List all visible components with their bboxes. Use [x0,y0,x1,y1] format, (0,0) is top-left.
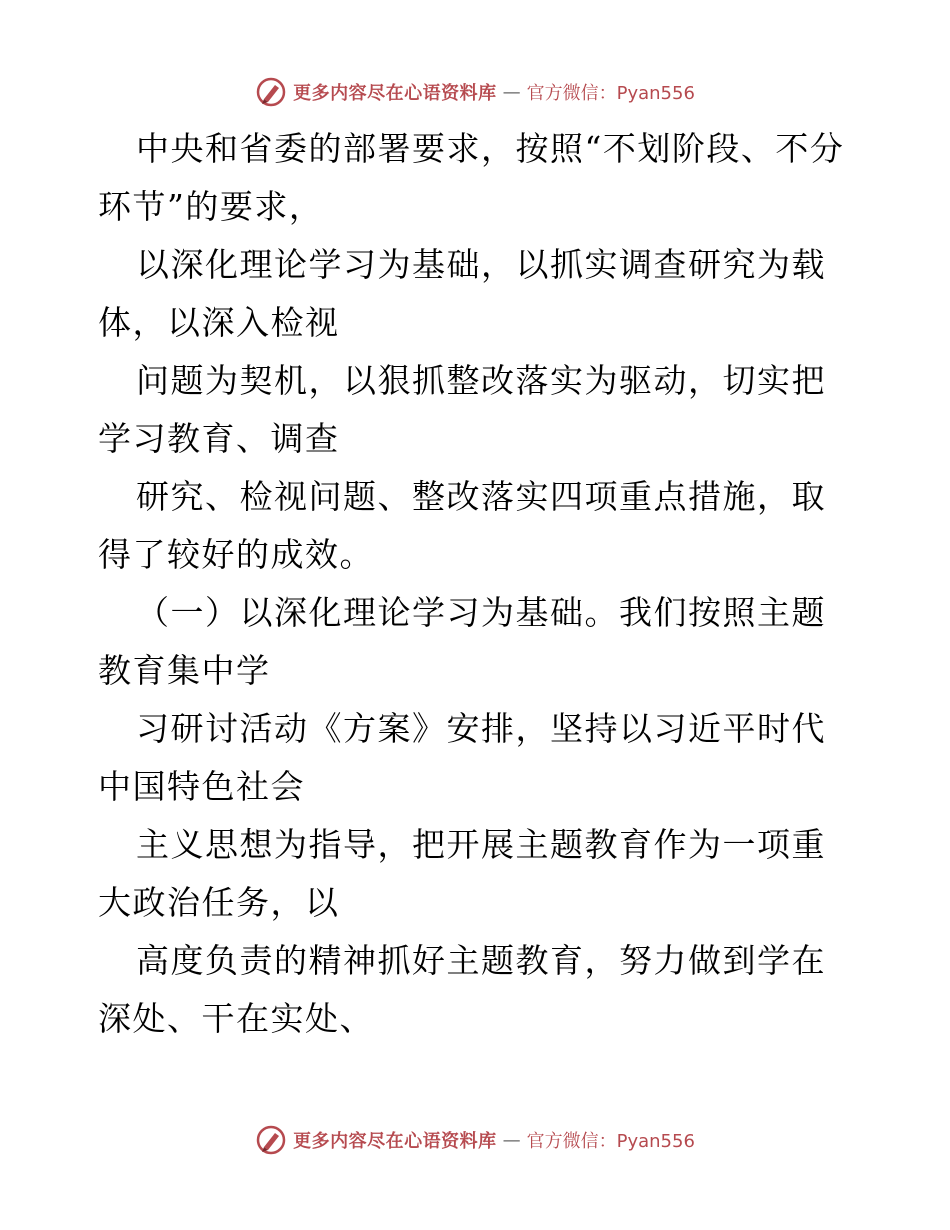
document-body [98,120,858,1048]
watermark-suffix: 官方微信：Pyan556 [526,1131,695,1152]
watermark-separator: — [502,1129,521,1151]
paragraph: 习研讨活动《方案》安排，坚持以习近平时代中国特色社会 [98,709,826,806]
paragraph: 中央和省委的部署要求，按照“不划阶段、不分环节”的要求， [98,129,845,226]
paragraph: 问题为契机，以狠抓整改落实为驱动，切实把学习教育、调查 [98,361,826,458]
paragraph: 研究、检视问题、整改落实四项重点措施，取得了较好的成效。 [98,477,826,574]
watermark-brand: 更多内容尽在心语资料库 [293,1131,497,1152]
paragraph: （一）以深化理论学习为基础。我们按照主题教育集中学 [98,593,826,690]
footer-watermark [0,1120,950,1160]
watermark-separator: — [502,81,521,103]
header-watermark [0,72,950,112]
pen-logo-icon [255,1124,287,1156]
paragraph: 主义思想为指导，把开展主题教育作为一项重大政治任务，以 [98,825,826,922]
pen-logo-icon [255,76,287,108]
paragraph: 高度负责的精神抓好主题教育，努力做到学在深处、干在实处、 [98,941,826,1038]
paragraph: 以深化理论学习为基础，以抓实调查研究为载体，以深入检视 [98,245,826,342]
watermark-brand: 更多内容尽在心语资料库 [293,83,497,104]
watermark-suffix: 官方微信：Pyan556 [526,83,695,104]
